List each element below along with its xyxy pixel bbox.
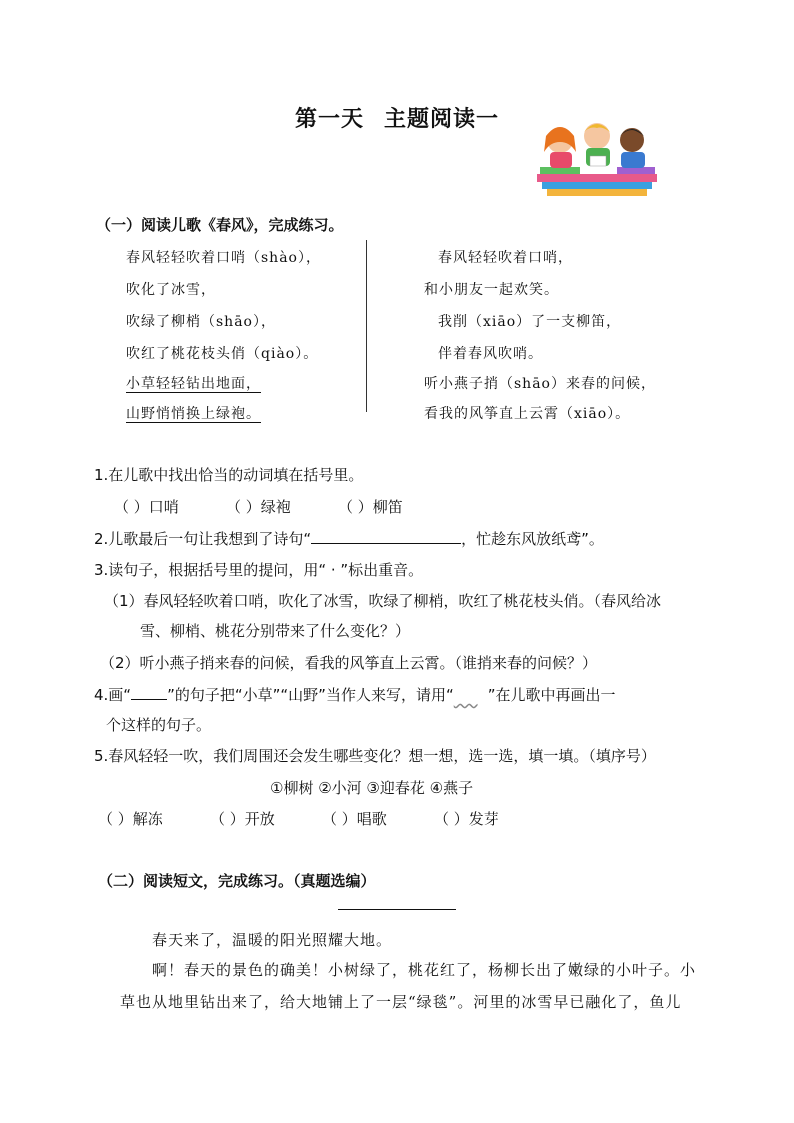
q5-blank-1[interactable]: （ ）解冻 <box>98 810 163 828</box>
poem-divider <box>366 240 367 412</box>
q5-blank-3[interactable]: （ ）唱歌 <box>322 810 387 828</box>
q4-prefix: 4.画“ <box>94 686 132 704</box>
poem-right-line-2: 和小朋友一起欢笑。 <box>424 282 559 298</box>
q1-blank-1[interactable]: （ ）口哨 <box>114 498 179 516</box>
passage-title-blank[interactable] <box>338 909 456 910</box>
question-1: 1.在儿歌中找出恰当的动词填在括号里。 <box>94 466 364 484</box>
q4-middle: ”的句子把“小草”“山野”当作人来写，请用“ <box>167 686 454 704</box>
title-day: 第一天 <box>294 106 364 132</box>
straight-underline-sample <box>131 687 167 700</box>
question-3-1-line-2: 雪、柳梢、桃花分别带来了什么变化？） <box>140 622 411 640</box>
q2-answer-blank[interactable] <box>311 529 461 544</box>
section1-heading: （一）阅读儿歌《春风》，完成练习。 <box>96 216 344 234</box>
question-3-1-line-1: （1）春风轻轻吹着口哨，吹化了冰雪，吹绿了柳梢，吹红了桃花枝头俏。（春风给冰 <box>104 592 662 610</box>
passage-paragraph-2-line-2: 草也从地里钻出来了，给大地铺上了一层“绿毯”。河里的冰雪早已融化了，鱼儿 <box>120 993 682 1011</box>
q2-suffix: ，忙趁东风放纸鸢”。 <box>461 530 604 548</box>
q2-prefix: 2.儿歌最后一句让我想到了诗句“ <box>94 530 312 548</box>
title-theme: 主题阅读一 <box>384 106 500 132</box>
poem-left-line-3: 吹绿了柳梢（shāo）， <box>126 314 276 330</box>
poem-left-line-6-underlined: 山野悄悄换上绿袍。 <box>126 406 261 422</box>
wavy-underline-sample <box>454 686 488 704</box>
poem-right-line-3: 我削（xiāo）了一支柳笛， <box>438 314 622 330</box>
poem-left-line-4: 吹红了桃花枝头俏（qiào）。 <box>126 346 319 362</box>
poem-left-line-1: 春风轻轻吹着口哨（shào）， <box>126 250 321 266</box>
poem-left-line-5-underlined: 小草轻轻钻出地面， <box>126 376 261 392</box>
q1-blank-3[interactable]: （ ）柳笛 <box>338 498 403 516</box>
q5-blank-4[interactable]: （ ）发芽 <box>434 810 499 828</box>
question-5: 5.春风轻轻一吹，我们周围还会发生哪些变化？想一想，选一选，填一填。（填序号） <box>94 747 656 765</box>
question-4-line-2: 个这样的句子。 <box>106 716 212 734</box>
poem-left-line-2: 吹化了冰雪， <box>126 282 216 298</box>
q1-blank-2[interactable]: （ ）绿袍 <box>226 498 291 516</box>
q5-blank-2[interactable]: （ ）开放 <box>210 810 275 828</box>
kids-reading-illustration <box>532 112 662 202</box>
poem-right-line-1: 春风轻轻吹着口哨， <box>438 250 573 266</box>
page-title <box>0 102 794 133</box>
question-3: 3.读句子，根据括号里的提问，用“ · ”标出重音。 <box>94 561 424 579</box>
q5-options: ①柳树 ②小河 ③迎春花 ④燕子 <box>270 779 474 797</box>
poem-right-line-4: 伴着春风吹哨。 <box>438 346 543 362</box>
poem-right-line-5: 听小燕子捎（shāo）来春的问候， <box>424 376 656 392</box>
section2-heading: （二）阅读短文，完成练习。（真题选编） <box>98 872 376 890</box>
q4-suffix: ”在儿歌中再画出一 <box>487 686 616 704</box>
poem-right-line-6: 看我的风筝直上云霄（xiāo）。 <box>424 406 631 422</box>
question-2 <box>94 528 604 549</box>
question-3-2: （2）听小燕子捎来春的问候，看我的风筝直上云霄。（谁捎来春的问候？） <box>100 654 598 672</box>
passage-paragraph-2-line-1: 啊！春天的景色的确美！小树绿了，桃花红了，杨柳长出了嫩绿的小叶子。小 <box>152 961 697 979</box>
question-4 <box>94 684 616 705</box>
passage-paragraph-1: 春天来了，温暖的阳光照耀大地。 <box>152 931 393 949</box>
